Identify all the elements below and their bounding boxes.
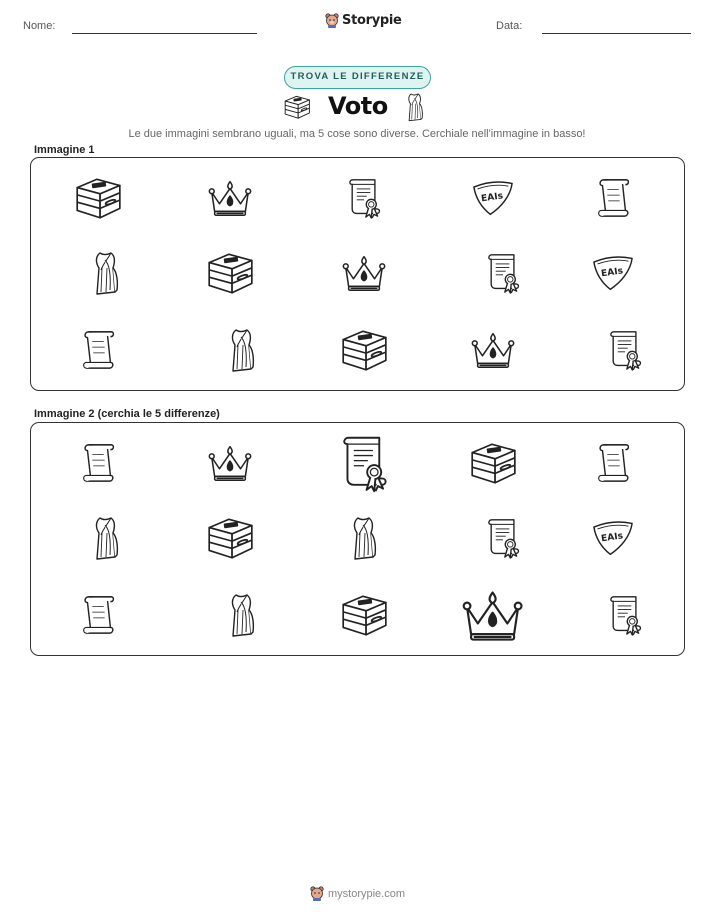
scroll-icon[interactable] [77, 593, 119, 637]
diploma-scroll-icon[interactable] [483, 515, 523, 561]
diploma-scroll-icon[interactable] [336, 431, 392, 495]
diploma-scroll-icon [605, 327, 645, 373]
name-label: Nome: [23, 20, 56, 32]
toga-icon[interactable] [91, 515, 121, 561]
shield-badge-icon [590, 253, 636, 293]
toga-icon[interactable] [349, 515, 379, 561]
storypie-logo [325, 13, 402, 28]
scroll-icon [592, 176, 634, 220]
image1-label: Immagine 1 [34, 144, 95, 156]
ballot-box-icon[interactable] [467, 440, 519, 486]
ballot-box-icon [338, 327, 390, 373]
crown-icon [340, 252, 388, 294]
crown-icon [206, 177, 254, 219]
shield-badge-icon[interactable] [590, 518, 636, 558]
logo-text: Storypie [342, 13, 402, 28]
image2-panel[interactable] [30, 422, 685, 656]
spot-difference-badge: TROVA LE DIFFERENZE [284, 66, 431, 89]
bear-icon [325, 13, 339, 28]
diploma-scroll-icon[interactable] [605, 592, 645, 638]
date-label: Data: [496, 20, 523, 32]
footer [310, 886, 405, 901]
bear-icon [310, 886, 324, 901]
diploma-scroll-icon [483, 250, 523, 296]
toga-icon [227, 327, 257, 373]
scroll-icon[interactable] [592, 441, 634, 485]
toga-icon [91, 250, 121, 296]
crown-icon[interactable] [459, 586, 526, 645]
scroll-icon [77, 328, 119, 372]
ballot-box-icon [282, 94, 312, 120]
image2-label: Immagine 2 (cerchia le 5 differenze) [34, 408, 220, 420]
name-line[interactable] [72, 33, 257, 34]
image1-panel [30, 157, 685, 391]
date-line[interactable] [542, 33, 691, 34]
crown-icon[interactable] [206, 442, 254, 484]
ballot-box-icon[interactable] [338, 592, 390, 638]
toga-icon [405, 92, 425, 122]
footer-url[interactable]: mystorypie.com [328, 887, 406, 900]
diploma-scroll-icon [344, 175, 384, 221]
page-title: Voto [328, 92, 388, 120]
instructions: Le due immagini sembrano uguali, ma 5 cose sono diverse. Cerchiale nell'immagine in basso! [128, 128, 586, 140]
toga-icon[interactable] [227, 592, 257, 638]
scroll-icon[interactable] [77, 441, 119, 485]
crown-icon [469, 329, 517, 371]
shield-badge-icon [470, 178, 516, 218]
ballot-box-icon [72, 175, 124, 221]
ballot-box-icon[interactable] [204, 515, 256, 561]
ballot-box-icon [204, 250, 256, 296]
